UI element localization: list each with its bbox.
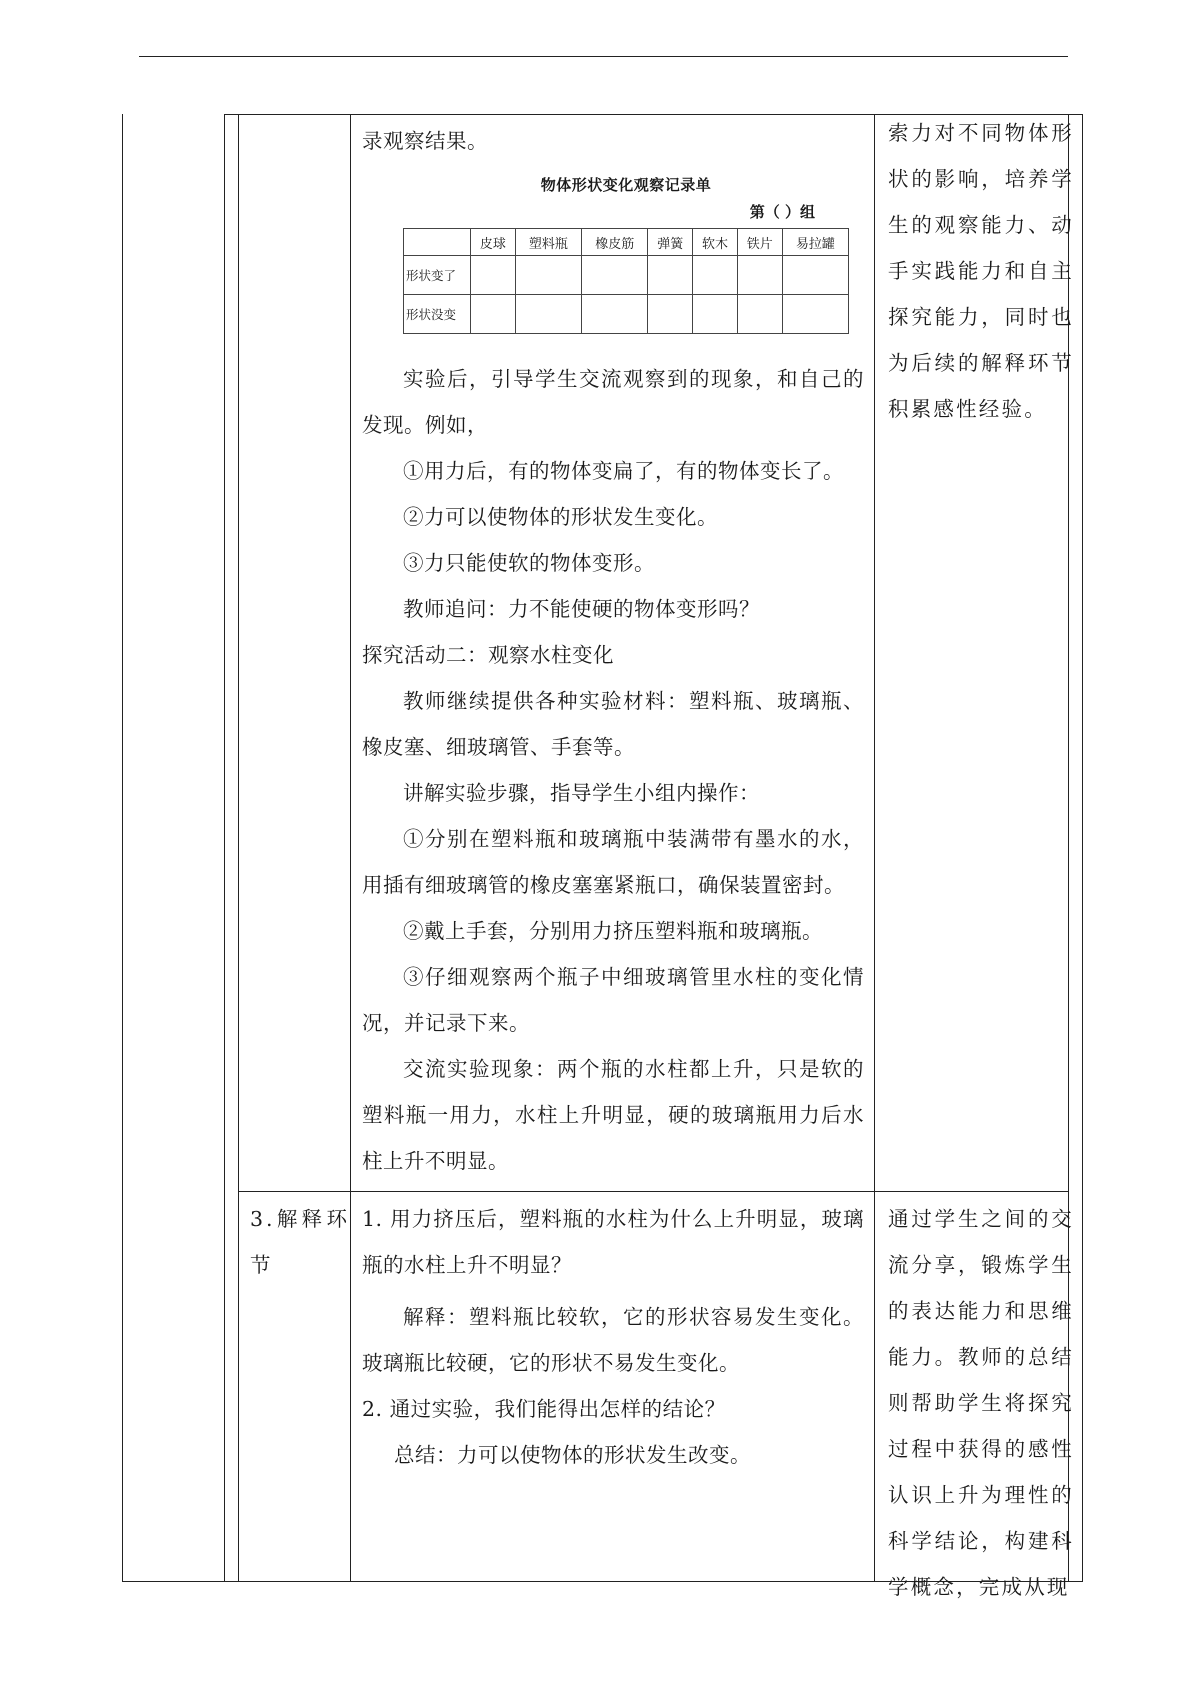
- paragraph: ②戴上手套，分别用力挤压塑料瓶和玻璃瓶。: [403, 919, 823, 943]
- question: 1. 用力挤压后，塑料瓶的水柱为什么上升明显，玻璃瓶的水柱上升不明显？: [362, 1207, 864, 1277]
- record-sheet: [403, 174, 849, 334]
- record-table-cell: [737, 256, 782, 295]
- record-table-header-cell: 弹簧: [648, 229, 693, 256]
- column-divider: [350, 114, 351, 1582]
- question: 2. 通过实验，我们能得出怎样的结论？: [362, 1397, 726, 1421]
- activity-heading: 探究活动二：观察水柱变化: [362, 643, 614, 667]
- record-table-header-cell: 橡皮筋: [582, 229, 648, 256]
- record-table-row-label: 形状没变: [404, 295, 471, 334]
- record-table-row: [404, 256, 849, 295]
- paragraph: 实验后，引导学生交流观察到的现象，和自己的发现。例如，: [362, 367, 864, 437]
- paragraph: ③仔细观察两个瓶子中细玻璃管里水柱的变化情况，并记录下来。: [362, 965, 864, 1035]
- record-table-cell: [648, 295, 693, 334]
- paragraph: ①用力后，有的物体变扁了，有的物体变长了。: [403, 459, 844, 483]
- record-sheet-title: 物体形状变化观察记录单: [540, 176, 712, 194]
- design-intent-text: 通过学生之间的交流分享，锻炼学生的表达能力和思维能力。教师的总结则帮助学生将探究过程中获得的感性认识上升为理性的科学结论，构建科学概念，完成从现: [888, 1207, 1074, 1599]
- paragraph: 交流实验现象：两个瓶的水柱都上升，只是软的塑料瓶一用力，水柱上升明显，硬的玻璃瓶用力后水柱上升不明显。: [362, 1057, 864, 1173]
- column-divider: [238, 114, 239, 1582]
- row-divider: [238, 1191, 1069, 1192]
- record-table-cell: [471, 256, 516, 295]
- record-table-header-cell: 塑料瓶: [515, 229, 581, 256]
- record-table-cell: [515, 256, 581, 295]
- paragraph: 解释：塑料瓶比较软，它的形状容易发生变化。玻璃瓶比较硬，它的形状不易发生变化。: [362, 1305, 864, 1375]
- record-table-header-cell: [404, 229, 471, 256]
- record-table-header-cell: 软木: [693, 229, 738, 256]
- paragraph: ③力只能使软的物体变形。: [403, 551, 655, 575]
- record-table-cell: [582, 256, 648, 295]
- paragraph: 录观察结果。: [362, 129, 488, 153]
- record-table-header-cell: 易拉罐: [782, 229, 848, 256]
- activity-content-top: [362, 118, 864, 164]
- paragraph: 教师继续提供各种实验材料：塑料瓶、玻璃瓶、橡皮塞、细玻璃管、手套等。: [362, 689, 864, 759]
- design-intent-text: 索力对不同物体形状的影响，培养学生的观察能力、动手实践能力和自主探究能力，同时也为后续的解释环节积累感性经验。: [888, 121, 1074, 421]
- record-sheet-group-label: 第（ ）组: [749, 203, 815, 221]
- record-table-cell: [582, 295, 648, 334]
- record-table-cell: [471, 295, 516, 334]
- paragraph: 教师追问：力不能使硬的物体变形吗？: [403, 597, 760, 621]
- record-table-row: [404, 295, 849, 334]
- table-border-right: [1082, 114, 1083, 1582]
- column-divider: [224, 114, 225, 1582]
- paragraph: ②力可以使物体的形状发生变化。: [403, 505, 718, 529]
- paragraph: ①分别在塑料瓶和玻璃瓶中装满带有墨水的水，用插有细玻璃管的橡皮塞塞紧瓶口，确保装置密封。: [362, 827, 864, 897]
- record-table-row-label: 形状变了: [404, 256, 471, 295]
- stage-label-cell: [250, 1196, 350, 1288]
- record-table-cell: [648, 256, 693, 295]
- stage-content-cell: [362, 1196, 864, 1478]
- design-intent-cell: [888, 110, 1074, 432]
- activity-content-main: [362, 356, 864, 1184]
- column-divider: [874, 114, 875, 1582]
- record-table-header-cell: 铁片: [737, 229, 782, 256]
- record-table-cell: [782, 256, 848, 295]
- table-border-left: [122, 114, 123, 1582]
- design-intent-cell: [888, 1196, 1074, 1610]
- record-table-cell: [515, 295, 581, 334]
- paragraph: 讲解实验步骤，指导学生小组内操作：: [403, 781, 760, 805]
- record-table-cell: [737, 295, 782, 334]
- paragraph: 总结：力可以使物体的形状发生改变。: [394, 1443, 751, 1467]
- record-table-cell: [693, 295, 738, 334]
- record-table-header-row: [404, 229, 849, 256]
- header-rule: [139, 56, 1068, 57]
- record-table-cell: [782, 295, 848, 334]
- record-table: [403, 228, 849, 334]
- record-table-header-cell: 皮球: [471, 229, 516, 256]
- record-table-cell: [693, 256, 738, 295]
- stage-label: 3.解释环节: [250, 1207, 350, 1277]
